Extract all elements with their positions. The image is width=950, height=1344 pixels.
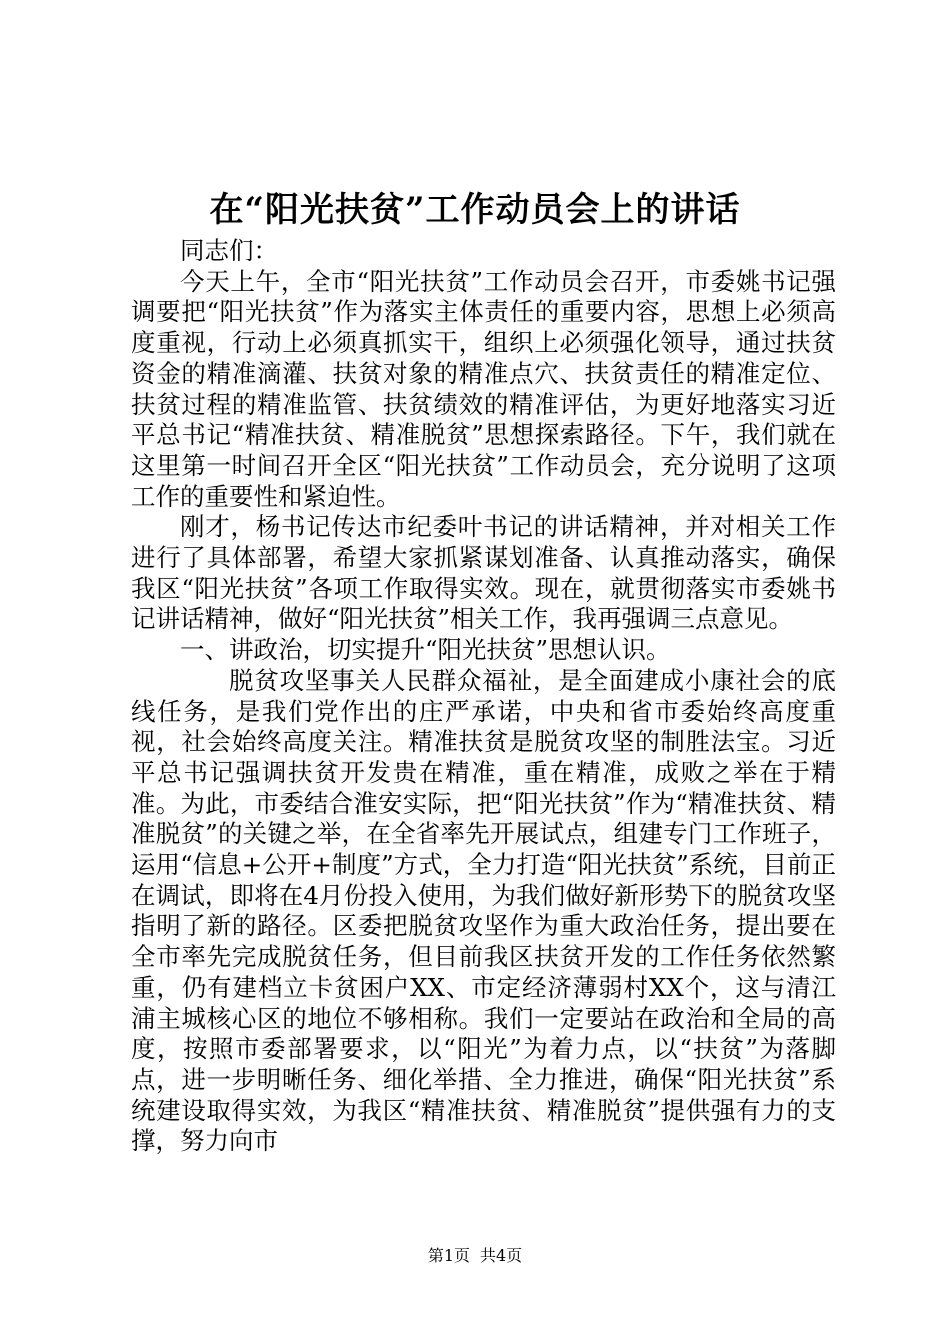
section-heading: 一、讲政治，切实提升“阳光扶贫”思想认识。 [180,635,671,665]
salutation: 同志们： [180,236,278,265]
paragraph-2: 刚才，杨书记传达市纪委叶书记的讲话精神，并对相关工作进行了具体部署，希望大家抓紧谋划准备、认真推动落实，确保我区“阳光扶贫”各项工作取得实效。现在，就贯彻落实市委姚书记讲话精神，做好“阳光扶贫”相关工作，我再强调三点意见。 [131,512,836,634]
paragraph-1: 今天上午，全市“阳光扶贫”工作动员会召开，市委姚书记强调要把“阳光扶贫”作为落实主体责任的重要内容，思想上必须高度重视，行动上必须真抓实干，组织上必须强化领导，通过扶贫资金的精准滴灌、扶贫对象的精准点穴、扶贫责任的精准定位、扶贫过程的精准监管、扶贫绩效的精准评估，为更好地落实习近平总书记“精准扶贫、精准脱贫”思想探索路径。下午，我们就在这里第一时间召开全区“阳光扶贫”工作动员会，充分说明了这项工作的重要性和紧迫性。 [131,266,836,511]
page-footer [0,1245,950,1267]
page-number: 第1页 [427,1246,470,1265]
page-total: 共4页 [480,1246,523,1265]
section-paragraph: 脱贫攻坚事关人民群众福祉，是全面建成小康社会的底线任务，是我们党作出的庄严承诺，中央和省市委始终高度重视，社会始终高度关注。精准扶贫是脱贫攻坚的制胜法宝。习近平总书记强调扶贫开发贵在精准，重在精准，成败之举在于精准。为此，市委结合淮安实际，把“阳光扶贫”作为“精准扶贫、精准脱贫”的关键之举，在全省率先开展试点，组建专门工作班子，运用“信息+公开+制度”方式，全力打造“阳光扶贫”系统，目前正在调试，即将在4月份投入使用，为我们做好新形势下的脱贫攻坚指明了新的路径。区委把脱贫攻坚作为重大政治任务，提出要在全市率先完成脱贫任务，但目前我区扶贫开发的工作任务依然繁重，仍有建档立卡贫困户XX、市定经济薄弱村XX个，这与清江浦主城核心区的地位不够相称。我们一定要站在政治和全局的高度，按照市委部署要求，以“阳光”为着力点，以“扶贫”为落脚点，进一步明晰任务、细化举措、全力推进，确保“阳光扶贫”系统建设取得实效，为我区“精准扶贫、精准脱贫”提供强有力的支撑，努力向市 [131,665,836,1156]
document-title: 在“阳光扶贫”工作动员会上的讲话 [209,190,741,230]
document-body [131,236,836,1157]
